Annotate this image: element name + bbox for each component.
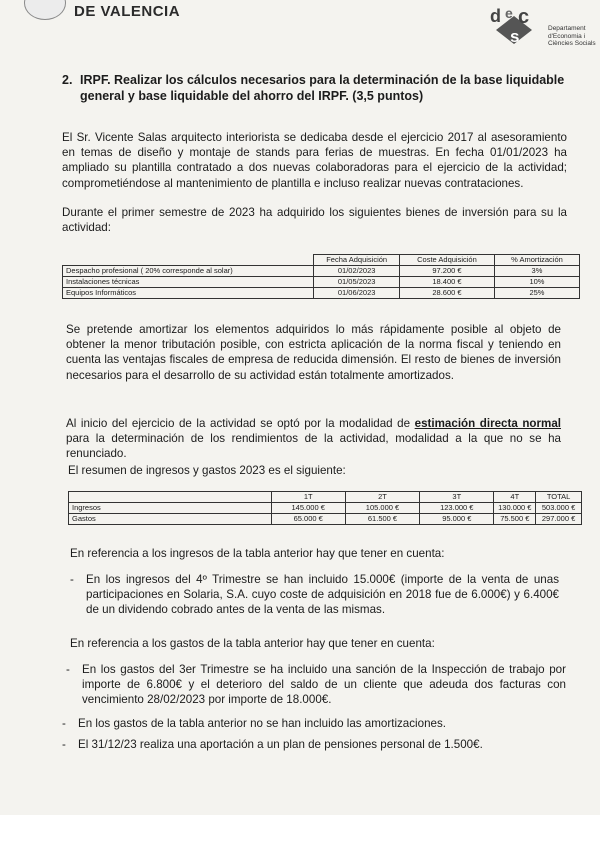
department-line: d'Economia i bbox=[548, 32, 586, 40]
table-cell: 123.000 € bbox=[420, 503, 494, 514]
logo-letter-s: s bbox=[510, 27, 520, 46]
logo-letter-d: d bbox=[490, 6, 501, 26]
table-cell: 75.500 € bbox=[494, 514, 536, 525]
university-name: DE VALENCIA bbox=[74, 3, 181, 20]
table-row bbox=[69, 514, 582, 525]
table-cell: 01/06/2023 bbox=[314, 288, 400, 299]
department-logo-icon bbox=[488, 4, 540, 46]
table-cell: 01/05/2023 bbox=[314, 277, 400, 288]
table-cell: 01/02/2023 bbox=[314, 266, 400, 277]
table-header-cell: % Amortización bbox=[494, 255, 579, 266]
list-dash: - bbox=[62, 738, 66, 751]
table-header-cell: 2T bbox=[345, 492, 419, 503]
summary-paragraph: El resumen de ingresos y gastos 2023 es el siguiente: bbox=[68, 464, 346, 477]
table-cell: Instalaciones técnicas bbox=[63, 277, 314, 288]
table-header-cell: 3T bbox=[420, 492, 494, 503]
investments-paragraph: Durante el primer semestre de 2023 ha adquirido los siguientes bienes de inversión para su la actividad: bbox=[62, 206, 567, 235]
method-emphasis: estimación directa normal bbox=[414, 417, 561, 430]
list-item: En los gastos del 3er Trimestre se ha incluido una sanción de la Inspección de trabajo por importe de 6.800€ y el deterioro del saldo de un cliente que adeuda dos facturas con vencimiento 28/02/2023 por importe de 18.000€. bbox=[82, 663, 566, 707]
table-cell: 95.000 € bbox=[420, 514, 494, 525]
department-name bbox=[548, 25, 596, 48]
intro-paragraph: El Sr. Vicente Salas arquitecto interiorista se dedicaba desde el ejercicio 2017 al asesoramiento en temas de diseño y montaje de stands para ferias de muestras. En fecha 01/01/2023 ha ampliado su plantilla contratado a dos nuevas colaboradoras para el ejercicio de la actividad; comprometiéndose al mantenimiento de plantilla e incluso realizar nuevas contrataciones. bbox=[62, 131, 567, 190]
table-header-row bbox=[69, 492, 582, 503]
table-header-cell: 4T bbox=[494, 492, 536, 503]
assets-table bbox=[62, 254, 580, 299]
table-cell: 65.000 € bbox=[271, 514, 345, 525]
table-cell: 18.400 € bbox=[400, 277, 495, 288]
table-row bbox=[69, 503, 582, 514]
list-item: En los gastos de la tabla anterior no se han incluido las amortizaciones. bbox=[78, 717, 446, 730]
method-text: Al inicio del ejercicio de la actividad se optó por la modalidad de bbox=[66, 417, 415, 430]
method-text: para la determinación de los rendimientos de la actividad, modalidad a la que no se ha renunciado. bbox=[66, 432, 561, 461]
table-cell: 503.000 € bbox=[536, 503, 582, 514]
table-cell: 105.000 € bbox=[345, 503, 419, 514]
question-text: IRPF. Realizar los cálculos necesarios para la determinación de la base liquidable general y base liquidable del ahorro del IRPF. (3,5 puntos) bbox=[80, 73, 565, 103]
method-paragraph bbox=[66, 416, 561, 462]
list-dash: - bbox=[62, 717, 66, 730]
table-cell: 130.000 € bbox=[494, 503, 536, 514]
table-row bbox=[63, 266, 580, 277]
table-cell: Equipos Informáticos bbox=[63, 288, 314, 299]
list-item: El 31/12/23 realiza una aportación a un plan de pensiones personal de 1.500€. bbox=[78, 738, 483, 751]
table-cell: Despacho profesional ( 20% corresponde al solar) bbox=[63, 266, 314, 277]
table-cell: 3% bbox=[494, 266, 579, 277]
list-dash: - bbox=[70, 573, 74, 586]
table-header-cell: 1T bbox=[271, 492, 345, 503]
table-header-cell bbox=[63, 255, 314, 266]
table-cell: Ingresos bbox=[69, 503, 272, 514]
summary-table bbox=[68, 491, 582, 525]
table-cell: 10% bbox=[494, 277, 579, 288]
table-header-cell: TOTAL bbox=[536, 492, 582, 503]
department-line: Ciències Socials bbox=[548, 40, 596, 47]
table-cell: 97.200 € bbox=[400, 266, 495, 277]
table-header-cell: Coste Adquisición bbox=[400, 255, 495, 266]
list-item: En los ingresos del 4º Trimestre se han incluido 15.000€ (importe de la venta de unas participaciones en Solaria, S.A. cuyo coste de adquisición en 2018 fue de 6.000€) y 6.400€ de un dividendo cobrado antes de la venta de las mismas. bbox=[86, 573, 559, 617]
question-number: 2. bbox=[62, 73, 73, 87]
table-cell: Gastos bbox=[69, 514, 272, 525]
logo-letter-c: c bbox=[518, 6, 530, 28]
department-line: Departament bbox=[548, 25, 586, 32]
list-dash: - bbox=[66, 663, 70, 676]
table-cell: 28.600 € bbox=[400, 288, 495, 299]
table-cell: 61.500 € bbox=[345, 514, 419, 525]
logo-letter-e: e bbox=[505, 5, 513, 21]
table-cell: 145.000 € bbox=[271, 503, 345, 514]
table-header-row bbox=[63, 255, 580, 266]
question-title bbox=[62, 72, 567, 104]
table-cell: 297.000 € bbox=[536, 514, 582, 525]
table-header-cell bbox=[69, 492, 272, 503]
table-header-cell: Fecha Adquisición bbox=[314, 255, 400, 266]
table-row bbox=[63, 277, 580, 288]
page-bottom-margin bbox=[0, 815, 600, 848]
amortization-paragraph: Se pretende amortizar los elementos adquiridos lo más rápidamente posible al objeto de obtener la menor tributación posible, con estricta aplicación de la norma fiscal y teniendo en cuenta las ventajas fiscales de empresa de reducida dimensión. El resto de bienes de inversión necesarios para el desarrollo de su actividad están totalmente amortizados. bbox=[66, 323, 561, 382]
income-reference-paragraph: En referencia a los ingresos de la tabla anterior hay que tener en cuenta: bbox=[70, 547, 445, 560]
expense-reference-paragraph: En referencia a los gastos de la tabla anterior hay que tener en cuenta: bbox=[70, 637, 435, 650]
table-row bbox=[63, 288, 580, 299]
university-seal-icon bbox=[24, 0, 66, 20]
table-cell: 25% bbox=[494, 288, 579, 299]
